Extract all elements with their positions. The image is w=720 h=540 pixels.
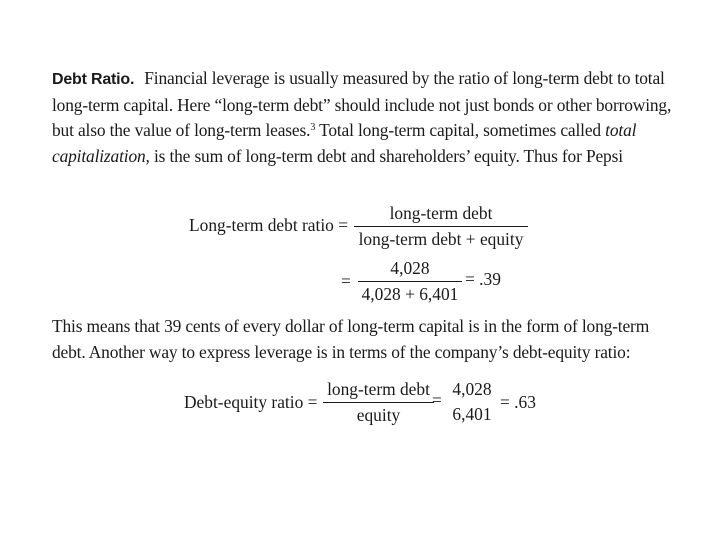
paragraph-text: Total long-term capital, sometimes called bbox=[315, 120, 606, 140]
section-heading: Debt Ratio. bbox=[52, 71, 135, 88]
fraction-values bbox=[446, 378, 498, 425]
fraction-denominator-value: 4,028 + 6,401 bbox=[361, 284, 459, 304]
fraction-values bbox=[358, 257, 462, 305]
fraction-numerator: long-term debt bbox=[354, 202, 528, 227]
paragraph-explanation bbox=[52, 314, 672, 365]
fraction-denominator: equity bbox=[356, 405, 401, 425]
paragraph-text: This means that 39 cents of every dollar of long-term capital is in the form of long-term debt. Another way to express leverage is in terms of the company’s debt-equity ratio: bbox=[52, 316, 650, 362]
equation-result: = .63 bbox=[500, 392, 536, 412]
fraction-denominator: long-term debt + equity bbox=[358, 229, 524, 249]
footnote-marker: 3 bbox=[310, 122, 316, 133]
italic-term: total capitalization, bbox=[52, 120, 637, 166]
fraction-numerator-value: 4,028 bbox=[358, 257, 462, 282]
fraction-numerator-value: 4,028 bbox=[452, 379, 492, 399]
equals-sign: = bbox=[341, 271, 351, 291]
fraction-numerator: long-term debt bbox=[323, 378, 434, 403]
equation-result: = .39 bbox=[465, 269, 501, 289]
paragraph-text: Financial leverage is usually measured by the ratio of long-term debt to total long-term capital. Here “long-term debt” should include not just bonds or other borrowing, but also the value of long-term leases. bbox=[52, 68, 672, 140]
paragraph-debt-ratio bbox=[52, 66, 672, 169]
fraction-denominator-value: 6,401 bbox=[452, 404, 492, 424]
paragraph-text: is the sum of long-term debt and shareholders’ equity. Thus for Pepsi bbox=[149, 145, 623, 166]
fraction-definition bbox=[323, 378, 434, 426]
equation-label: Long-term debt ratio = bbox=[189, 215, 349, 235]
equals-sign: = bbox=[432, 390, 442, 410]
fraction-definition bbox=[354, 202, 528, 250]
equation-label: Debt-equity ratio = bbox=[184, 392, 318, 412]
